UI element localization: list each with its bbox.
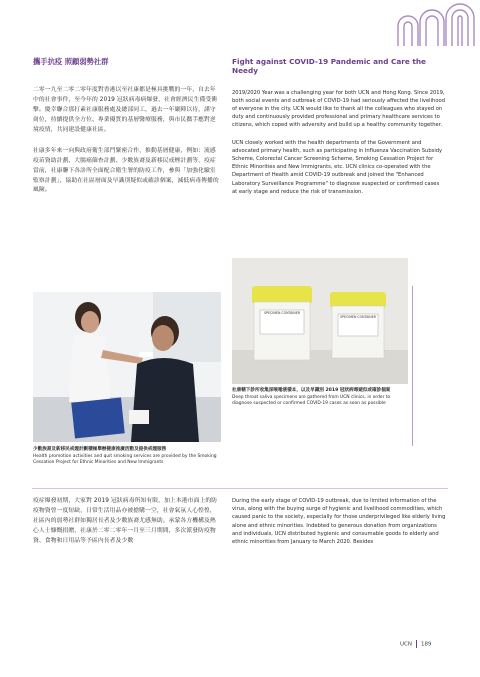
side-accent-line xyxy=(412,286,413,446)
photo-1-caption-zh: 少數族裔及新移民戒煙計劃積極舉辦健康推廣活動及提供戒煙服務 xyxy=(33,447,167,452)
section-divider xyxy=(32,488,448,489)
page-number: 189 xyxy=(420,641,432,648)
page-footer xyxy=(400,640,431,648)
photo-specimen-jars xyxy=(232,258,408,384)
en-paragraph-2: UCN closely worked with the health departments of the Government and advocated primary health, such as participating in Influenza Vaccination Subsidy Scheme, Colorectal Cancer Screening Scheme, Smoking Cessation Project for Ethnic Minorities and New Immigrants, etc. UCN clinics co-operated with the Department of Health amid COVID-19 outbreak and joined the "Enhanced Laboratory Surveillance Programme" to diagnose suspected or confirmed cases at early stage and reduce the risk of transmission. xyxy=(232,139,443,195)
jar-1-label: SPECIMEN CONTAINER xyxy=(264,311,300,315)
zh-paragraph-2: 社康多年來一向與政府衛生部門緊密合作，推動基層健康，例如：流感疫苗資助計劃、大腸癌篩查計劃、少數族裔及新移民戒煙計劃等，疫症當前，社康聯下各診所全面配合衛生署的防疫工作，參與「加強化驗室監察計劃」，協助在社區層面及早識別疑似或確診個案，減低病毒傳播的風險。 xyxy=(33,147,219,194)
photo-2-caption-en: Deep throat saliva specimens are gathered from UCN clinics, in order to diagnose suspected or confirmed COVID-19 cases as soon as possible xyxy=(232,394,391,406)
zh-heading: 攜手抗疫 照顧弱勢社群 xyxy=(33,57,109,66)
jar-2-label: SPECIMEN CONTAINER xyxy=(340,315,376,319)
photo-1-caption-en: Health promotion activities and quit smoking services are provided by the Smoking Cessation Project for Ethnic Minorities and New Immigrants xyxy=(33,453,217,465)
footer-org: UCN xyxy=(400,641,412,648)
zh-paragraph-1: 二零一九至二零二零年度對香港以至社康都是極具挑戰的一年，自去年中的社會事件，至今年的 2019 冠狀病毒病爆發，社會經濟民生備受衝擊。慶幸聯合那打素社康服務處及總部同工，過去一年嚴陣以待，謹守崗位，持續提供全方位、專業優質的基層醫療服務，與市民攜手應對逆境疫情，共同建設健康社區。 xyxy=(33,86,218,133)
photo-smoking-cessation xyxy=(33,292,221,442)
zh-paragraph-3: 疫症爆發初期，大家對 2019 冠狀病毒所知有限，加上本港市面上的防疫物資曾一度短缺，日常生活用品亦被搶購一空，社會氣氛人心惶惶，社區內的弱勢社群如獨居長者及少數族裔尤感無助。承蒙各方機構及熱心人士慷慨捐贈，社康於二零二零年一月至三月期間，多次派發防疫物資、食物和日用品等予區內長者及少數 xyxy=(33,498,218,544)
decorative-arches xyxy=(390,0,480,46)
photo-specimen-jars-illustration xyxy=(232,258,408,384)
en-paragraph-1: 2019/2020 Year was a challenging year for both UCN and Hong Kong. Since 2019, both social events and outbreak of COVID-19 had seriously affected the livelihood of everyone in the city. UCN would like to thank all the colleagues who stayed on duty and continuously provided professional and primary healthcare services to citizens, which coped with adversity and build up a healthy community together. xyxy=(232,89,445,129)
en-paragraph-3: During the early stage of COVID-19 outbreak, due to limited information of the virus, along with the buying surge of hygienic and livelihood commodities, which caused panic to the society, especially for those underprivileged like elderly living alone and ethnic minorities. Indebted to generous donation from organizations and individuals, UCN distributed hygienic and consumable goods to elderly and ethnic minorities from January to March 2020. Besides xyxy=(232,498,446,546)
en-heading: Fight against COVID-19 Pandemic and Care the Needy xyxy=(232,57,427,75)
footer-separator xyxy=(416,640,417,648)
photo-2-caption-zh: 社康轄下診所收集深喉唾液樣本，以及早識別 2019 冠狀病毒疑似或確診個案 xyxy=(232,388,391,393)
photo-smoking-cessation-illustration xyxy=(33,292,221,442)
